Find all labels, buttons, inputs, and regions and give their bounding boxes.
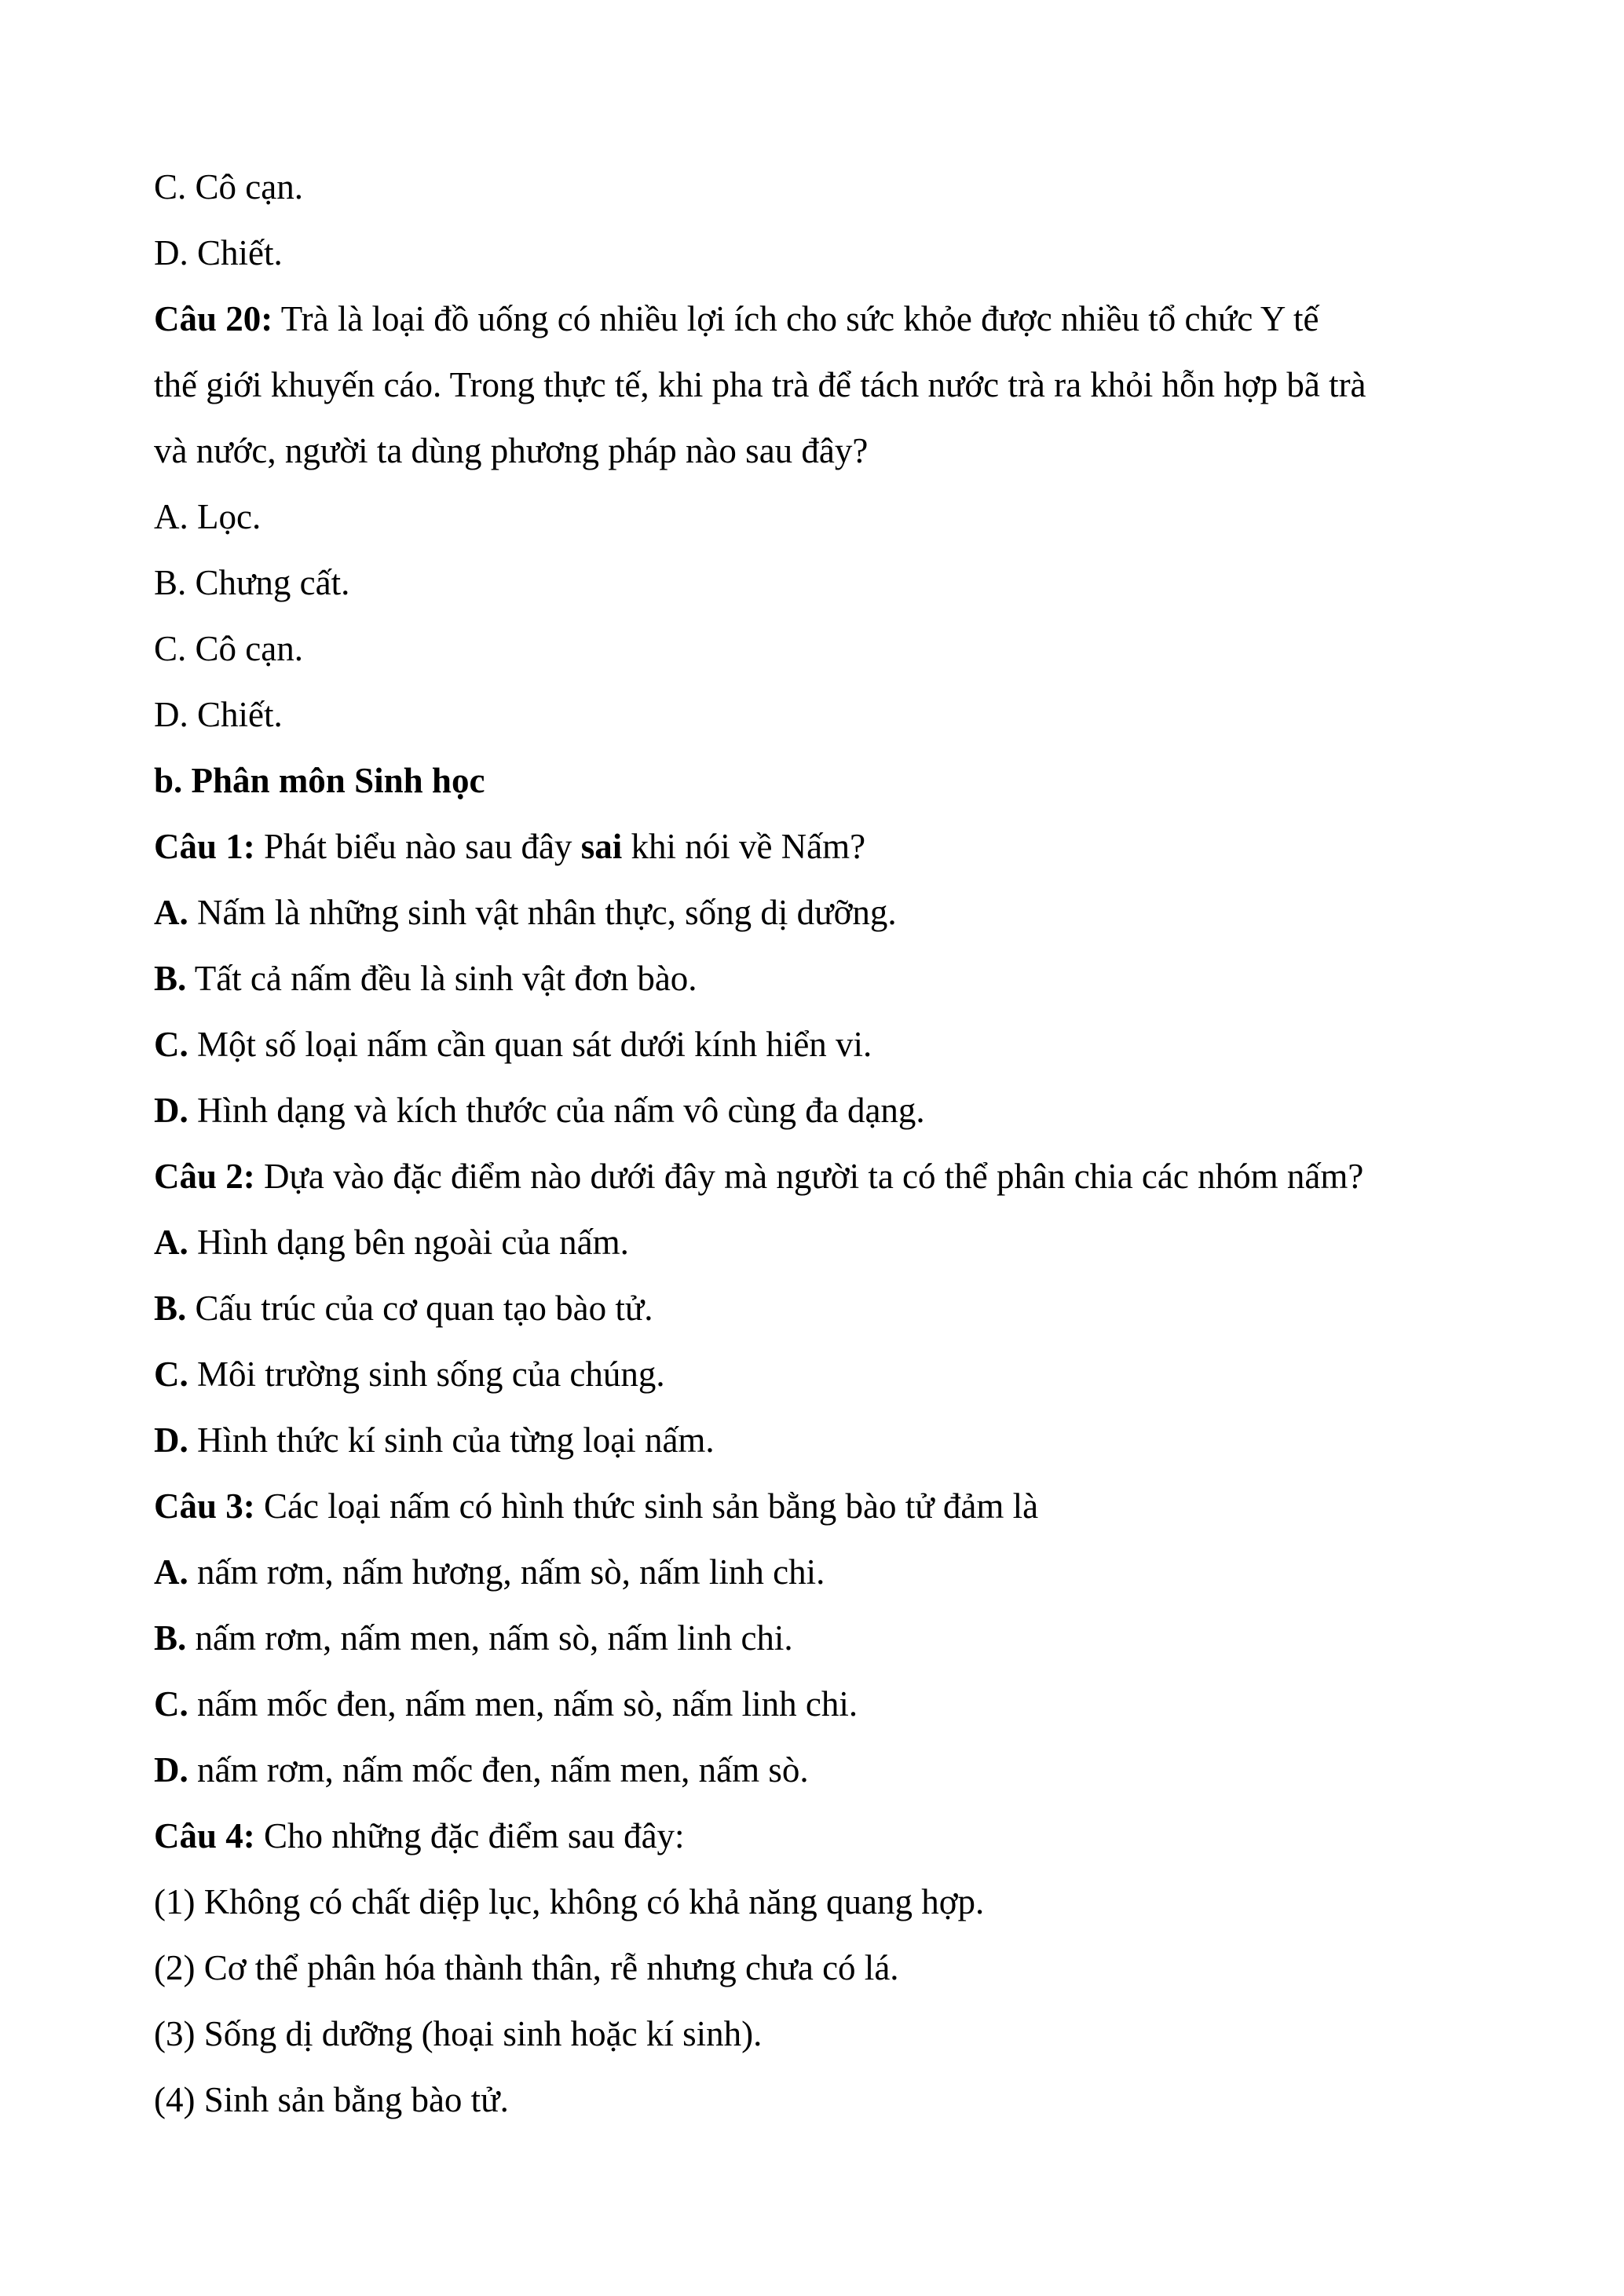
- q20-stem-line1: [154, 286, 1505, 352]
- bio-q1-label: Câu 1:: [154, 827, 255, 866]
- q19-option-d: D. Chiết.: [154, 233, 283, 272]
- option-letter: C.: [154, 1355, 188, 1394]
- bio-q2-option-a: [154, 1209, 1505, 1275]
- bio-q2-option-b: [154, 1275, 1505, 1341]
- option-letter: A.: [154, 1552, 188, 1592]
- bio-q3-text: Các loại nấm có hình thức sinh sản bằng bào tử đảm là: [254, 1486, 1039, 1526]
- option-letter: A.: [154, 893, 188, 932]
- bio-q3-option-c: [154, 1671, 1505, 1737]
- q20-label: Câu 20:: [154, 299, 273, 338]
- option-letter: D.: [154, 1750, 188, 1790]
- section-heading: b. Phân môn Sinh học: [154, 761, 485, 800]
- bio-q2-stem: [154, 1143, 1505, 1209]
- q20-option-a: A. Lọc.: [154, 497, 262, 536]
- q20-option-d: D. Chiết.: [154, 695, 283, 734]
- option-text: Môi trường sinh sống của chúng.: [188, 1355, 665, 1394]
- bio-q4-stem: [154, 1803, 1505, 1869]
- option-text: nấm rơm, nấm hương, nấm sò, nấm linh chi.: [188, 1552, 825, 1592]
- option-letter: D.: [154, 1091, 188, 1130]
- bio-q3-option-a: [154, 1539, 1505, 1605]
- option-text: nấm mốc đen, nấm men, nấm sò, nấm linh chi.: [188, 1684, 858, 1724]
- bio-q2-option-c: [154, 1341, 1505, 1407]
- bio-q1-text-before: Phát biểu nào sau đây: [254, 827, 581, 866]
- bio-q3-option-d: [154, 1737, 1505, 1803]
- option-letter: B.: [154, 959, 187, 998]
- q20-stem-line3: và nước, người ta dùng phương pháp nào sau đây?: [154, 431, 869, 470]
- bio-q1-option-a: [154, 879, 1505, 945]
- bio-q4-item-1: (1) Không có chất diệp lục, không có khả năng quang hợp.: [154, 1882, 985, 1921]
- q20-text-line1: Trà là loại đồ uống có nhiều lợi ích cho sức khỏe được nhiều tổ chức Y tế: [272, 299, 1319, 338]
- bio-q3-label: Câu 3:: [154, 1486, 255, 1526]
- bio-q2-option-d: [154, 1407, 1505, 1473]
- bio-q4-item-2: (2) Cơ thể phân hóa thành thân, rễ nhưng chưa có lá.: [154, 1948, 899, 1987]
- option-text: nấm rơm, nấm mốc đen, nấm men, nấm sò.: [188, 1750, 809, 1790]
- option-text: Tất cả nấm đều là sinh vật đơn bào.: [186, 959, 697, 998]
- option-text: nấm rơm, nấm men, nấm sò, nấm linh chi.: [186, 1618, 793, 1658]
- option-letter: B.: [154, 1618, 187, 1658]
- option-text: Hình dạng bên ngoài của nấm.: [188, 1223, 629, 1262]
- option-text: Một số loại nấm cần quan sát dưới kính hiển vi.: [188, 1025, 872, 1064]
- bio-q3-stem: [154, 1473, 1505, 1539]
- option-letter: D.: [154, 1420, 188, 1460]
- bio-q1-option-c: [154, 1011, 1505, 1077]
- bio-q4-item-4: (4) Sinh sản bằng bào tử.: [154, 2080, 509, 2119]
- q20-stem-line2: thế giới khuyến cáo. Trong thực tế, khi pha trà để tách nước trà ra khỏi hỗn hợp bã trà: [154, 365, 1366, 404]
- option-letter: C.: [154, 1684, 188, 1724]
- bio-q4-label: Câu 4:: [154, 1816, 255, 1855]
- bio-q2-label: Câu 2:: [154, 1157, 255, 1196]
- option-text: Hình thức kí sinh của từng loại nấm.: [188, 1420, 715, 1460]
- bio-q2-text: Dựa vào đặc điểm nào dưới đây mà người ta có thể phân chia các nhóm nấm?: [254, 1157, 1364, 1196]
- option-text: Hình dạng và kích thước của nấm vô cùng đa dạng.: [188, 1091, 925, 1130]
- bio-q1-option-b: [154, 945, 1505, 1011]
- option-letter: A.: [154, 1223, 188, 1262]
- q19-option-c: C. Cô cạn.: [154, 167, 303, 207]
- bio-q1-stem: [154, 813, 1505, 879]
- option-text: Cấu trúc của cơ quan tạo bào tử.: [186, 1289, 653, 1328]
- bio-q1-text-after: khi nói về Nấm?: [622, 827, 866, 866]
- option-text: Nấm là những sinh vật nhân thực, sống dị dưỡng.: [188, 893, 897, 932]
- bio-q1-emphasis: sai: [580, 827, 623, 866]
- bio-q4-item-3: (3) Sống dị dưỡng (hoại sinh hoặc kí sinh).: [154, 2014, 763, 2053]
- bio-q3-option-b: [154, 1605, 1505, 1671]
- document-page: [154, 154, 1505, 2133]
- option-letter: C.: [154, 1025, 188, 1064]
- q20-option-c: C. Cô cạn.: [154, 629, 303, 668]
- option-letter: B.: [154, 1289, 187, 1328]
- bio-q4-text: Cho những đặc điểm sau đây:: [254, 1816, 685, 1855]
- bio-q1-option-d: [154, 1077, 1505, 1143]
- q20-option-b: B. Chưng cất.: [154, 563, 350, 602]
